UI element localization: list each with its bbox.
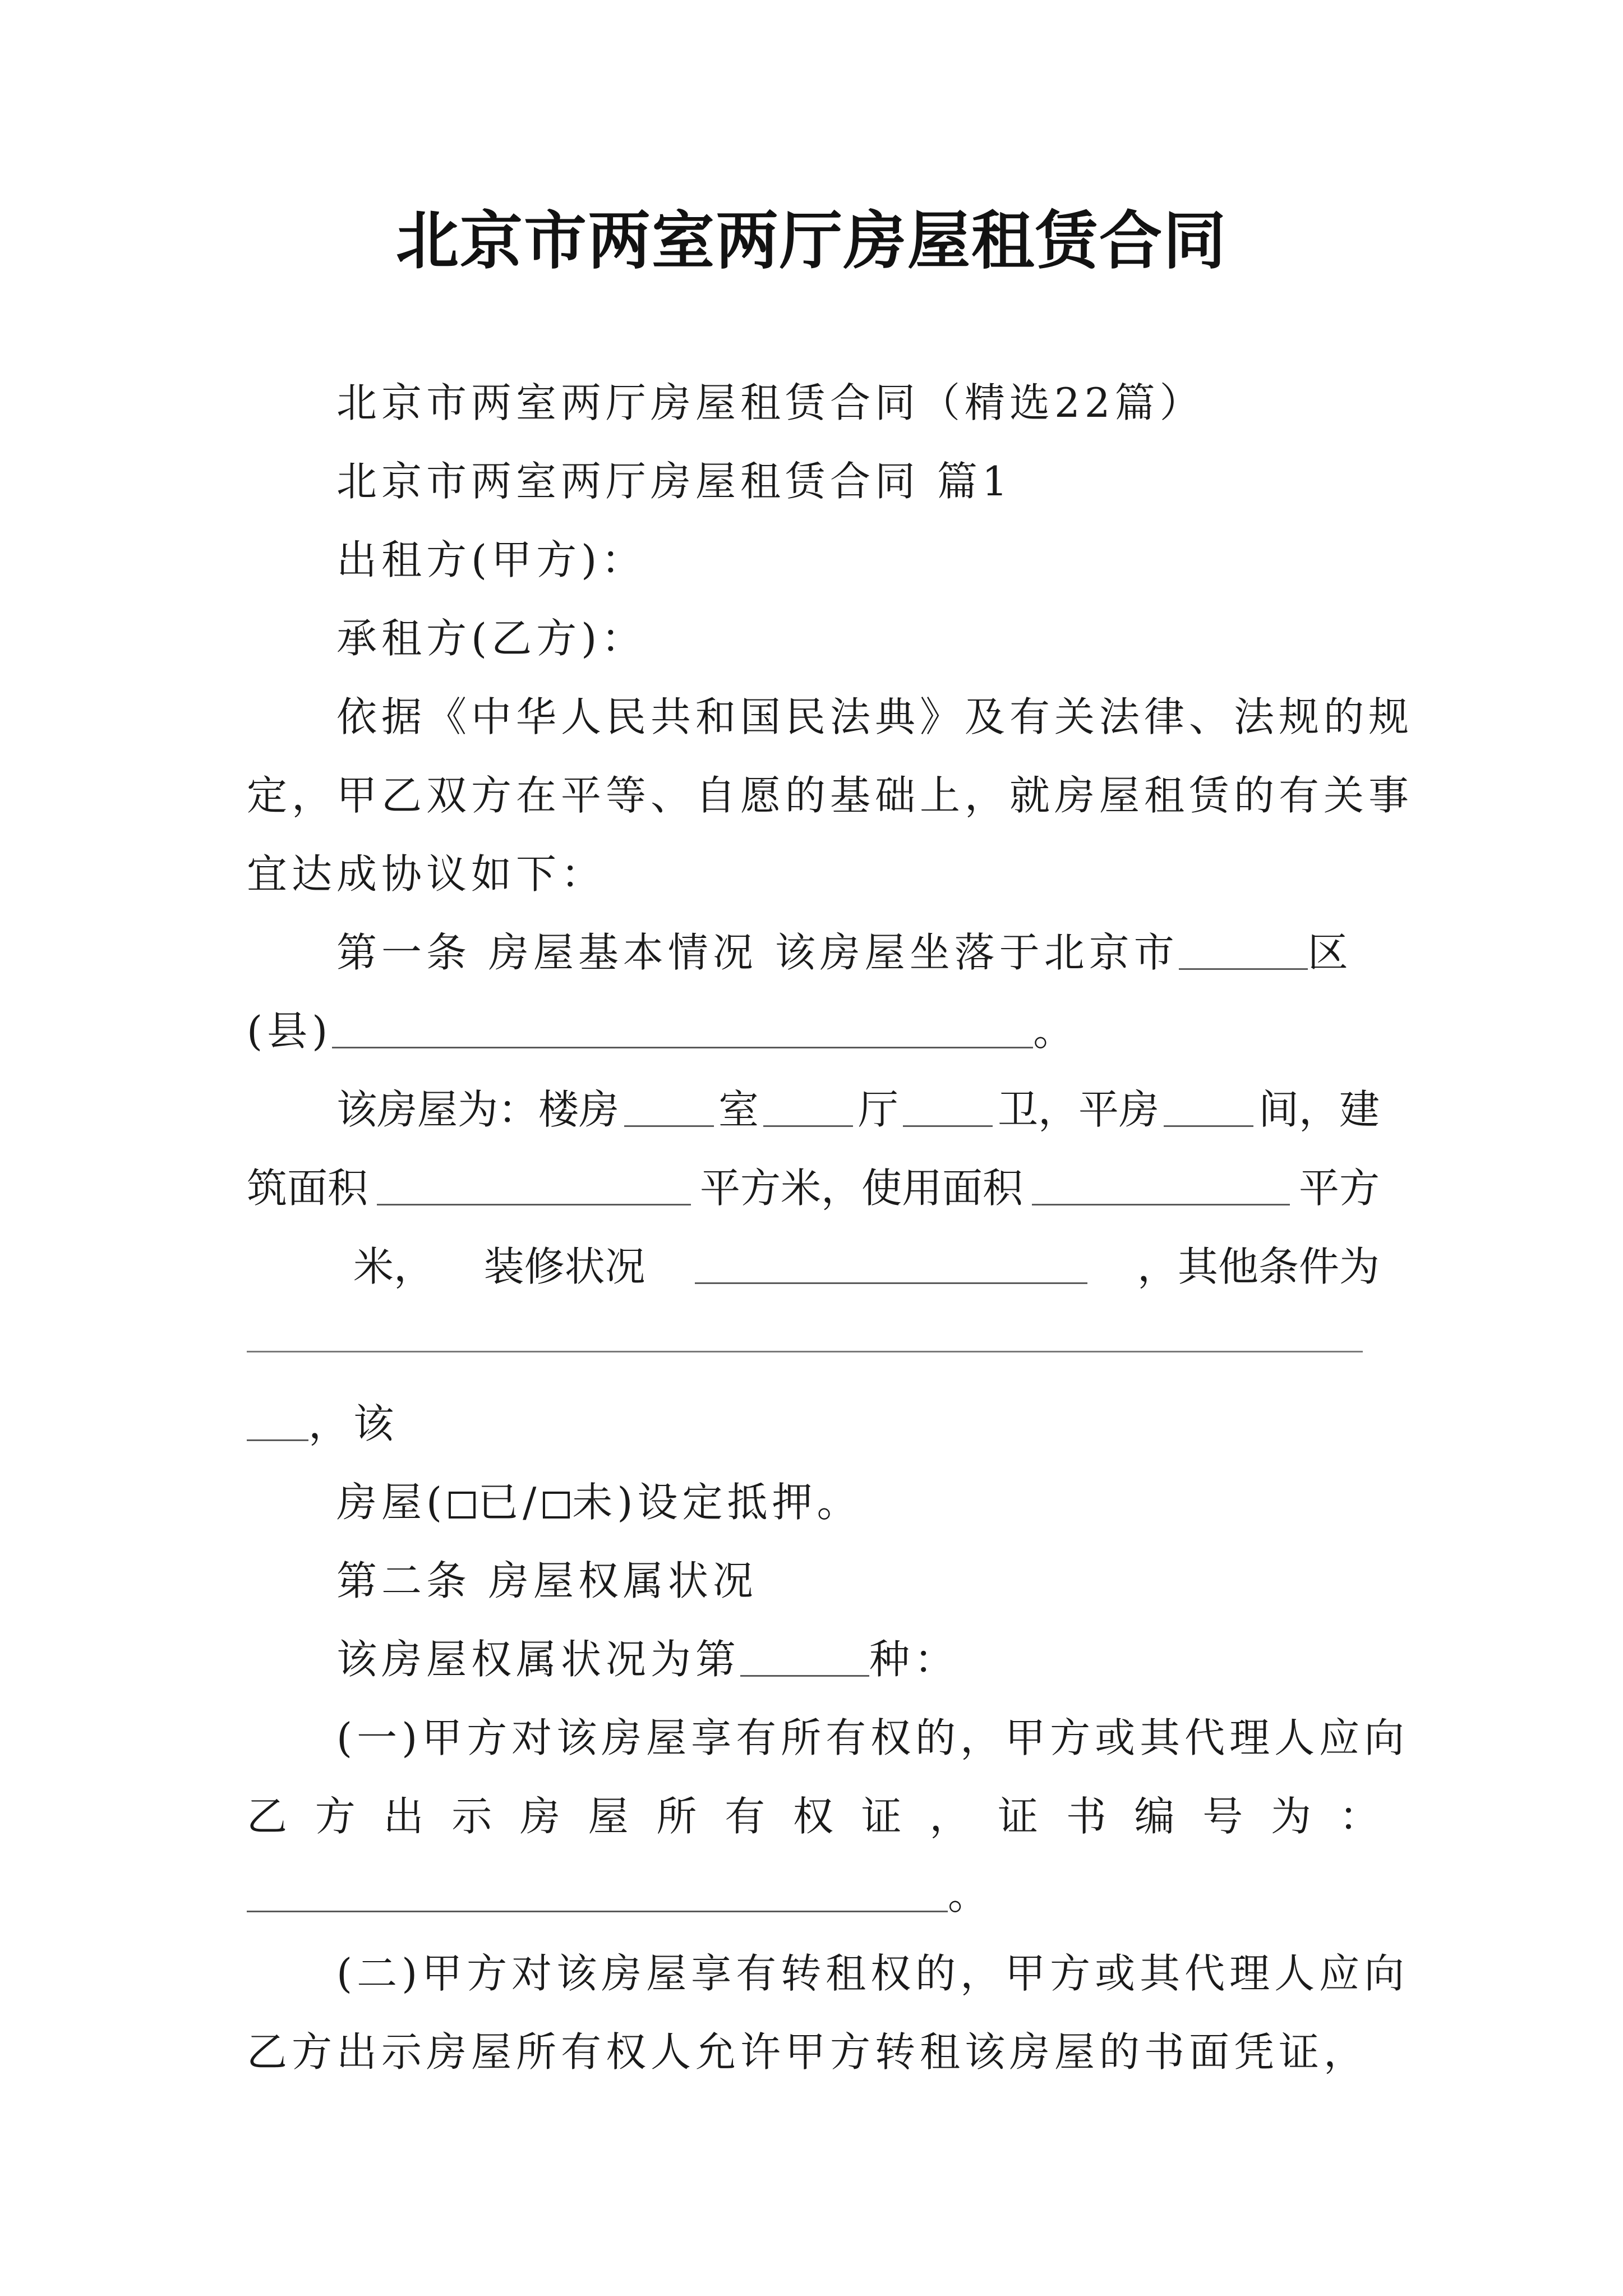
- sqm-label: 平方: [1298, 1165, 1380, 1212]
- wei-label: 卫，平房: [997, 1086, 1159, 1133]
- char: 有: [725, 1793, 766, 1840]
- char: 方: [315, 1793, 356, 1840]
- wei-blank: [903, 1082, 993, 1127]
- item-2-line-2: 乙方出示房屋所有权人允许甲方转租该房屋的书面凭证，: [247, 2028, 1369, 2076]
- char: 所: [656, 1793, 697, 1840]
- decoration-blank: [695, 1239, 1087, 1284]
- mortgage-yes-label: 已/: [478, 1479, 541, 1526]
- certificate-number-blank: [247, 1867, 948, 1912]
- char: 出: [383, 1793, 424, 1840]
- checkbox-wei[interactable]: [543, 1492, 570, 1519]
- rooms-line: [336, 1082, 1380, 1138]
- char: 示: [451, 1793, 492, 1840]
- lessor-label: 出租方(甲方)：: [336, 536, 647, 583]
- char: ，: [929, 1793, 970, 1840]
- char: 屋: [588, 1793, 629, 1840]
- section-heading: 北京市两室两厅房屋租赁合同 篇1: [336, 458, 1012, 505]
- shi-label: 室: [718, 1086, 759, 1133]
- decoration-line: [353, 1239, 1380, 1295]
- address-blank: [332, 1003, 1033, 1048]
- page-title: 北京市两室两厅房屋租赁合同: [396, 204, 1227, 278]
- char: 书: [1066, 1793, 1106, 1840]
- other-conditions-blank: [247, 1351, 1363, 1352]
- mortgage-line: [336, 1474, 861, 1530]
- other-conditions-end: [247, 1396, 398, 1452]
- char: 权: [792, 1793, 833, 1840]
- char: 证: [998, 1793, 1039, 1840]
- ting-blank: [763, 1082, 853, 1127]
- ownership-type-blank: [740, 1631, 869, 1677]
- item-1-line-2: [247, 1788, 1380, 1844]
- decoration-label: 装修状况: [483, 1243, 645, 1290]
- short-blank: [247, 1396, 308, 1441]
- char: 编: [1134, 1793, 1175, 1840]
- other-conditions-label: ，其他条件为: [1137, 1243, 1380, 1290]
- address-end-mark: 。: [1033, 1007, 1078, 1055]
- char: 乙: [247, 1793, 288, 1840]
- article-1-line: [336, 924, 1353, 981]
- article-1-title: 第一条 房屋基本情况 该房屋坐落于北京市: [336, 929, 1179, 976]
- area-prefix: 筑面积: [247, 1165, 368, 1212]
- jian-blank: [1164, 1082, 1253, 1127]
- char: 证: [861, 1793, 902, 1840]
- certificate-number-line: [247, 1867, 993, 1923]
- checkbox-yi[interactable]: [449, 1492, 476, 1519]
- ownership-type-prefix: 该房屋权属状况为第: [336, 1636, 741, 1683]
- ownership-type-line: [336, 1631, 959, 1687]
- article-2-title: 第二条 房屋权属状况: [336, 1557, 758, 1604]
- item-2-line-1: (二)甲方对该房屋享有转租权的，甲方或其代理人应向: [336, 1950, 1409, 1997]
- intro-line-3: 宜达成协议如下：: [247, 850, 606, 898]
- mi-label: 米，: [353, 1243, 435, 1290]
- char: ：: [1339, 1793, 1380, 1840]
- intro-line-2: 定，甲乙双方在平等、自愿的基础上，就房屋租赁的有关事: [247, 772, 1414, 819]
- item-1-line-1: (一)甲方对该房屋享有所有权的，甲方或其代理人应向: [336, 1714, 1409, 1761]
- certificate-end-mark: 。: [948, 1871, 993, 1918]
- mortgage-prefix: 房屋(: [336, 1479, 447, 1526]
- county-label: (县): [247, 1007, 333, 1055]
- build-area-blank: [377, 1160, 691, 1205]
- gai-label: ，该: [308, 1400, 399, 1447]
- use-area-label: 平方米，使用面积: [699, 1165, 1023, 1212]
- county-line: [247, 1003, 1078, 1059]
- lessee-label: 承租方(乙方)：: [336, 615, 647, 662]
- rooms-prefix: 该房屋为：楼房: [336, 1086, 620, 1133]
- ownership-type-suffix: 种：: [869, 1636, 960, 1683]
- area-line: [247, 1160, 1380, 1216]
- intro-line-1: 依据《中华人民共和国民法典》及有关法律、法规的规: [336, 693, 1414, 740]
- district-blank: [1179, 924, 1308, 970]
- shi-blank: [624, 1082, 714, 1127]
- mortgage-no-label: 未)设定抵押。: [572, 1479, 862, 1526]
- char: 房: [519, 1793, 560, 1840]
- ting-label: 厅: [857, 1086, 898, 1133]
- document-subtitle: 北京市两室两厅房屋租赁合同（精选22篇）: [336, 379, 1205, 426]
- use-area-blank: [1032, 1160, 1290, 1205]
- jian-label: 间，建: [1258, 1086, 1380, 1133]
- char: 为: [1271, 1793, 1312, 1840]
- char: 号: [1202, 1793, 1243, 1840]
- district-label: 区: [1307, 929, 1353, 976]
